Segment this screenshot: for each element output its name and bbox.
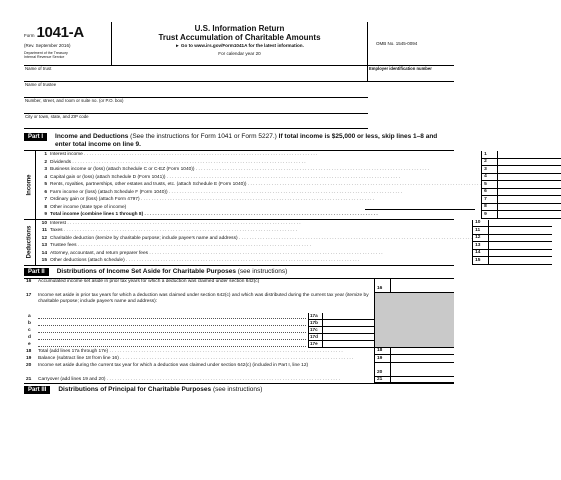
- subline-letter: e: [28, 341, 31, 347]
- subline-17d: [24, 334, 374, 341]
- trustee-name-field[interactable]: [24, 82, 368, 98]
- omb-number: OMB No. 1545-0094: [376, 41, 418, 46]
- revision-date: (Rev. September 2016): [24, 43, 71, 48]
- line-20: 20 Income set aside during the current tax year for which a deduction was claimed under section 642(c) (included in Part I, line 12) 20: [24, 363, 454, 377]
- city-field[interactable]: [24, 114, 368, 129]
- amount-input[interactable]: [497, 181, 561, 189]
- box-label: 6: [481, 189, 497, 197]
- box-20-label: 20: [374, 363, 390, 377]
- line-number: 1: [44, 152, 47, 158]
- subline-17e: [24, 341, 374, 348]
- amount-input[interactable]: [497, 174, 561, 182]
- part2-title: [57, 268, 288, 276]
- line-description: Trustee fees . . .: [50, 243, 472, 248]
- line-number: 3: [44, 167, 47, 173]
- part3-header: [24, 384, 454, 396]
- part1-title-paren: (See the instructions for Form 1041 or Form 5227.): [130, 133, 277, 140]
- payee-field[interactable]: [38, 328, 306, 333]
- subline-17b: [24, 320, 374, 327]
- line-number: 5: [44, 182, 47, 188]
- box-20-value[interactable]: [390, 363, 454, 377]
- subline-box-label: 17a: [308, 313, 322, 320]
- box-19-label: 19: [374, 355, 390, 363]
- amount-input[interactable]: [488, 250, 552, 258]
- box-label: 11: [472, 227, 488, 235]
- box-label: 5: [481, 181, 497, 189]
- part2-title-paren: (see instructions): [237, 267, 288, 275]
- box-label: 3: [481, 166, 497, 174]
- line-description: Interest income . . .: [50, 152, 481, 157]
- box-label: 7: [481, 196, 497, 204]
- line-number: 4: [44, 174, 47, 180]
- line-number: 10: [41, 220, 47, 226]
- line-description: Ordinary gain or (loss) (attach Form 4797) . . .: [50, 197, 481, 202]
- form-title-line1: U.S. Information Return: [194, 24, 285, 33]
- line-description: Total income (combine lines 1 through 8) . . .: [50, 212, 481, 217]
- trustee-name-label: Name of trustee: [25, 82, 57, 87]
- part2-right-column: [374, 279, 454, 348]
- part1-header: [24, 131, 454, 151]
- amount-input[interactable]: [497, 159, 561, 167]
- subline-amount-input[interactable]: [322, 334, 374, 341]
- line-number: 14: [41, 250, 47, 256]
- box-label: 14: [472, 250, 488, 258]
- income-section: [24, 151, 487, 220]
- other-income-type-field[interactable]: [365, 205, 475, 210]
- line-description: Interest . . .: [50, 221, 472, 226]
- line-description: Capital gain or (loss) (attach Schedule D (Form 1041)) . . .: [50, 175, 481, 180]
- line-4: [36, 174, 561, 182]
- part2-body: [24, 279, 454, 348]
- line-5: [36, 181, 561, 189]
- payee-field[interactable]: [38, 335, 306, 340]
- form-id-block: [24, 22, 112, 65]
- line-9: [36, 211, 561, 219]
- subline-amount-input[interactable]: [322, 313, 374, 320]
- box-18-value[interactable]: [390, 348, 454, 356]
- part2-header: [24, 266, 454, 279]
- amount-input[interactable]: [488, 242, 552, 250]
- line-3: [36, 166, 561, 174]
- line-description: Dividends . . .: [50, 160, 481, 165]
- part1-label: Part I: [24, 133, 47, 141]
- department-line2: Internal Revenue Service: [24, 55, 65, 60]
- box-21-label: 21: [374, 377, 390, 384]
- box-label: 4: [481, 174, 497, 182]
- street-field[interactable]: [24, 98, 368, 114]
- line-number: 13: [41, 243, 47, 249]
- department-line1: Department of the Treasury: [24, 51, 68, 55]
- line-19: 19 Balance (subtract line 18 from line 16) . . . 19: [24, 355, 454, 363]
- line-description: Attorney, accountant, and return preparer fees . . .: [50, 251, 472, 256]
- deduction-lines: [36, 220, 552, 265]
- form-title-line2: Trust Accumulation of Charitable Amounts: [158, 33, 321, 42]
- line-16: 16 Accumulated income set aside in prior tax years for which a deduction was claimed under section 642(c): [26, 278, 260, 284]
- deductions-section: [24, 220, 481, 266]
- line-description: Farm income or (loss) (attach Schedule F (Form 1040)) . . .: [50, 190, 481, 195]
- form-number: 1041-A: [36, 24, 84, 41]
- subline-letter: d: [28, 334, 31, 340]
- amount-input[interactable]: [497, 189, 561, 197]
- line-8: [36, 204, 561, 212]
- trust-name-field[interactable]: [24, 66, 368, 81]
- amount-input[interactable]: [488, 257, 552, 265]
- subline-amount-input[interactable]: [322, 341, 374, 348]
- box-label: 2: [481, 159, 497, 167]
- box-label: 10: [472, 220, 488, 228]
- line-number: 7: [44, 197, 47, 203]
- subline-17c: [24, 327, 374, 334]
- box-18-label: 18: [374, 348, 390, 356]
- subline-amount-input[interactable]: [322, 320, 374, 327]
- payee-field[interactable]: [38, 321, 306, 326]
- line-number: 12: [41, 235, 47, 241]
- box-label: 9: [481, 211, 497, 219]
- line-number: 9: [44, 212, 47, 218]
- line-description: Business income or (loss) (attach Schedule C or C-EZ (Form 1040)) . . .: [50, 167, 481, 172]
- part1-title-bold: Income and Deductions: [55, 133, 129, 140]
- street-label: Number, street, and room or suite no. (or P.O. box): [25, 98, 124, 103]
- city-label: City or town, state, and ZIP code: [25, 114, 89, 119]
- trust-name-label: Name of trust: [25, 66, 52, 71]
- subline-box-label: 17d: [308, 334, 322, 341]
- box-label: 13: [472, 242, 488, 250]
- payee-field[interactable]: [38, 342, 306, 347]
- box-label: 1: [481, 151, 497, 159]
- box-label: 8: [481, 204, 497, 212]
- line-11: [36, 227, 552, 235]
- part3-title-bold: Distributions of Principal for Charitable Purposes: [58, 386, 212, 393]
- amount-input[interactable]: [497, 204, 561, 212]
- line-description: Charitable deduction (itemize by charitable purpose; include payee's name and address) . . .: [50, 236, 472, 241]
- line-10: [36, 220, 552, 228]
- box-19-value[interactable]: [390, 355, 454, 363]
- subline-17a: [24, 313, 374, 320]
- box-label: 15: [472, 257, 488, 265]
- line-description: Other deductions (attach schedule) . . .: [50, 258, 472, 263]
- line-1: [36, 151, 561, 159]
- part3-title-paren: (see instructions): [212, 386, 263, 393]
- box-16-label: 16: [374, 279, 390, 293]
- form-title-block: [112, 22, 368, 65]
- part1-title-rest: If total income is $25,000 or less, skip lines 1–8 and enter total income on line 9.: [55, 133, 438, 148]
- amount-input[interactable]: [497, 196, 561, 204]
- amount-input[interactable]: [497, 211, 561, 219]
- line-number: 6: [44, 189, 47, 195]
- form-word: Form: [24, 33, 35, 38]
- amount-input[interactable]: [488, 227, 552, 235]
- part2-title-bold: Distributions of Income Set Aside for Charitable Purposes: [56, 267, 236, 275]
- line-7: [36, 196, 561, 204]
- amount-input[interactable]: [497, 151, 561, 159]
- subline-letter: c: [28, 327, 31, 333]
- line-number: 11: [41, 228, 47, 234]
- box-16-value[interactable]: [390, 279, 454, 293]
- instructions-link[interactable]: ► Go to www.irs.gov/Form1041A for the latest information.: [175, 43, 304, 48]
- payee-field[interactable]: [38, 314, 306, 319]
- amount-input[interactable]: [488, 235, 552, 243]
- ein-label: Employer identification number: [369, 66, 432, 71]
- subline-amount-input[interactable]: [322, 327, 374, 334]
- part3-label: Part III: [24, 386, 50, 394]
- line-number: 15: [41, 258, 47, 264]
- amount-input[interactable]: [497, 166, 561, 174]
- part2-label: Part II: [24, 268, 49, 276]
- line-description: Rents, royalties, partnerships, other estates and trusts, etc. (attach Schedule E (Form 1040)) . . .: [50, 182, 481, 187]
- shaded-area: [374, 293, 454, 348]
- line-14: [36, 250, 552, 258]
- line-number: 2: [44, 159, 47, 165]
- part3-title: [58, 386, 262, 394]
- deductions-side-label: Deductions: [24, 220, 36, 265]
- line-15: [36, 257, 552, 265]
- subline-box-label: 17c: [308, 327, 322, 334]
- part1-title: [55, 133, 454, 148]
- line-number: 8: [44, 204, 47, 210]
- line-6: [36, 189, 561, 197]
- subline-letter: a: [28, 313, 31, 319]
- line-17-sublines: [24, 313, 374, 348]
- form-header: [24, 22, 454, 66]
- trust-name-row: [24, 66, 454, 82]
- subline-box-label: 17e: [308, 341, 322, 348]
- income-lines: [36, 151, 561, 219]
- line-12: [36, 235, 552, 243]
- amount-input[interactable]: [488, 220, 552, 228]
- box-label: 12: [472, 235, 488, 243]
- line-description: Other income (state type of income): [50, 204, 127, 210]
- income-side-label: Income: [24, 151, 36, 219]
- form-page: [24, 22, 487, 396]
- line-2: [36, 159, 561, 167]
- line-description: Taxes . . .: [50, 228, 472, 233]
- line-17: 17 Income set aside in prior tax years for which a deduction was claimed under section 642(c) and which was distributed during the current tax year (itemize by charitable purpose; include payee's name and address):: [26, 292, 369, 304]
- ein-field[interactable]: [368, 66, 454, 81]
- subline-letter: b: [28, 320, 31, 326]
- box-21-value[interactable]: [390, 377, 454, 384]
- subline-box-label: 17b: [308, 320, 322, 327]
- line-21: 21 Carryover (add lines 19 and 20) . . . 21: [24, 377, 454, 385]
- calendar-year-label: For calendar year 20: [218, 51, 261, 56]
- line-13: [36, 242, 552, 250]
- line-18: 18 Total (add lines 17a through 17e) . . . 18: [24, 348, 454, 356]
